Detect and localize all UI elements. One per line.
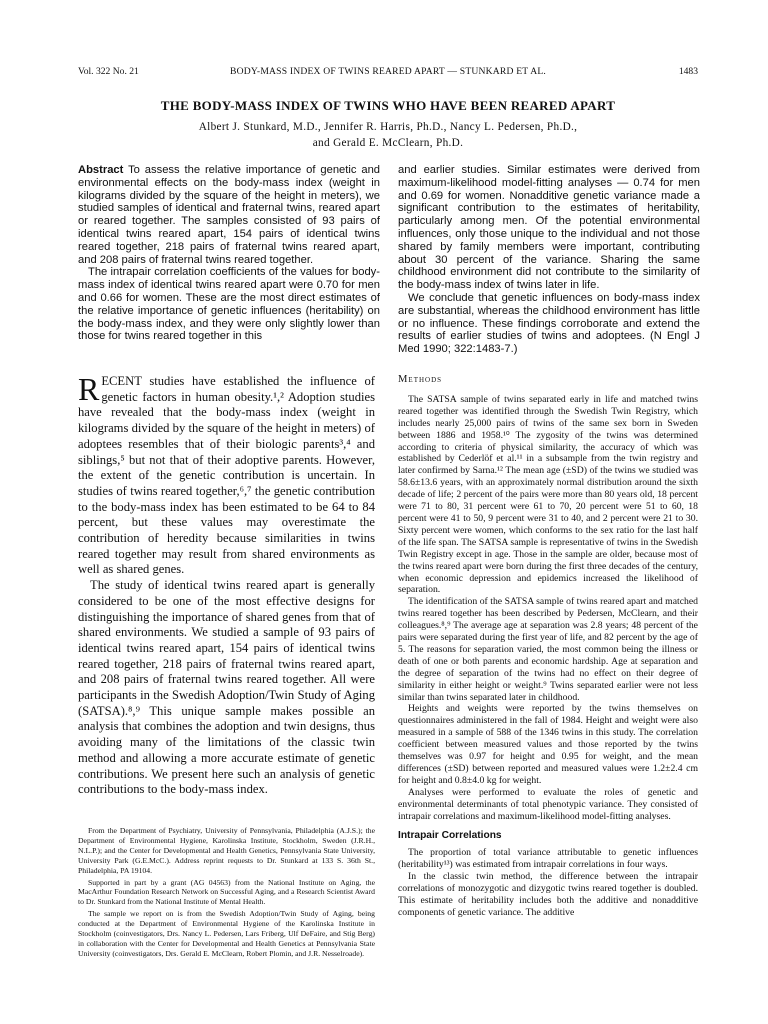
abstract-right-column [398, 164, 700, 356]
footnote-sample: The sample we report on is from the Swedish Adoption/Twin Study of Aging, being conducted at the Department of Environmental Hygiene of the Karolinska Institute in Stockholm (coinvestigators, Drs. Nancy L. Pedersen, Lars Friberg, Ulf DeFaire, and Stig Berg) in collaboration with the Center for Developmental and Health Genetics at Pennsylvania State University (coinvestigators, Drs. Gerald E. McClearn, Robert Plomin, and J.R. Nesselroade). [78, 909, 375, 958]
intro-text-1: ECENT studies have established the influence of genetic factors in human obesity.¹,² Adoption studies have revealed that the body-mass index (weight in kilograms divided by the square of the height in meters) of adoptees resembles that of their biologic parents³,⁴ and siblings,⁵ but not that of their adoptive parents. However, the extent of the genetic contribution is uncertain. In studies of twins reared together,⁶,⁷ the genetic contribution to the body-mass index has been estimated to be 64 to 84 percent, but these values may overestimate the contribution of heredity because similarities in twins reared together may result from shared environments as well as shared genes. [78, 374, 375, 577]
intro-paragraph-1 [78, 371, 375, 578]
author-line-1: Albert J. Stunkard, M.D., Jennifer R. Harris, Ph.D., Nancy L. Pedersen, Ph.D., [198, 121, 578, 133]
footnote-funding: Supported in part by a grant (AG 04563) from the National Institute on Aging, the MacArthur Foundation Research Network on Successful Aging, and a Research Scientist Award to Dr. Stunkard from the National Institute of Mental Health. [78, 877, 375, 907]
abstract-paragraph-3: and earlier studies. Similar estimates were derived from maximum-likelihood model-fitting analyses — 0.74 for men and 0.69 for women. Nonadditive genetic variance made a significant contribution to the estimates of heritability, particularly among men. Of the potential environmental influences, only those unique to the individual and not those shared by family members were important, contributing about 30 percent of the variance. Sharing the same childhood environment did not contribute to the similarity of the body-mass index of twins later in life. [398, 164, 700, 292]
intrapair-paragraph-2: In the classic twin method, the difference between the intrapair correlations of monozygotic and dizygotic twins reared together is doubled. This estimate of heritability includes both the additive and nonadditive components of genetic variance. The additive [398, 871, 698, 918]
intro-paragraph-2: The study of identical twins reared apart is generally considered to be one of the most effective designs for distinguishing the importance of shared genes from that of shared environments. We studied a sample of 93 pairs of identical twins reared apart, 154 pairs of identical twins reared together, 218 pairs of fraternal twins reared apart, and 208 pairs of fraternal twins reared together. All were participants in the Swedish Adoption/Twin Study of Aging (SATSA).⁸,⁹ This unique sample makes possible an analysis that combines the adoption and twin designs, thus avoiding many of the limitations of the classic twin method and allowing a more accurate estimate of genetic contributions. We present here such an analysis of genetic contributions to the body-mass index. [78, 578, 375, 797]
volume-number: Vol. 322 No. 21 [78, 66, 139, 77]
abstract-paragraph-2: The intrapair correlation coefficients of the values for body-mass index of identical twins reared apart were 0.70 for men and 0.66 for women. These are the most direct estimates of the relative importance of genetic influences (heritability) on the body-mass index, and they were only slightly lower than those for twins reared together in this [78, 266, 380, 343]
methods-paragraph-2: The identification of the SATSA sample of twins reared apart and matched twins reared together has been described by Pedersen, McClearn, and their colleagues.⁸,⁹ The average age at separation was 2.8 years; 48 percent of the pairs were separated during the first year of life, and 82 percent by the age of 5. The reasons for separation varied, the most common being the illness or death of one or both parents and economic hardship. Age at separation and the degree of separation of the twins had no effect on their degree of similarity in either height or weight.⁹ Twins separated earlier were not less similar than twins separated later in childhood. [398, 596, 698, 703]
abstract-text-1: To assess the relative importance of genetic and environmental effects on the body-mass index (weight in kilograms divided by the square of the height in meters), we studied samples of identical and fraternal twins, reared apart or reared together. The samples consisted of 93 pairs of identical twins reared apart, 154 pairs of identical twins reared together, 218 pairs of fraternal twins reared apart, and 208 pairs of fraternal twins reared together. [78, 164, 381, 266]
article-title: THE BODY-MASS INDEX OF TWINS WHO HAVE BEEN REARED APART [160, 98, 616, 113]
methods-column [398, 374, 698, 919]
footnotes [78, 826, 375, 961]
intrapair-paragraph-1: The proportion of total variance attributable to genetic influences (heritability¹³) was estimated from intrapair correlations in four ways. [398, 847, 698, 871]
running-title: BODY-MASS INDEX OF TWINS REARED APART — STUNKARD ET AL. [230, 66, 547, 77]
methods-paragraph-1: The SATSA sample of twins separated early in life and matched twins reared together was identified through the Swedish Twin Registry, which includes nearly 25,000 pairs of twins of the same sex born in Sweden between 1886 and 1958.¹⁰ The zygosity of the twins was determined according to criteria of physical similarity, the accuracy of which was established by Cederlöf et al.¹¹ in a subsample from the twin registry and later confirmed by Sarna.¹² The mean age (±SD) of the twins we studied was 58.6±13.6 years, with an approximately normal distribution around the sixth decade of life; 2 percent of the pairs were more than 80 years old, 18 percent were 71 to 80, 31 percent were 61 to 70, 20 percent were 51 to 60, 18 percent were 41 to 50, 9 percent were 31 to 40, and 2 percent were 21 to 30. Sixty percent were women, which conforms to the sex ratio for the last half of the life span. The SATSA sample is representative of twins in the Swedish Twin Registry except in age. Those in the sample are older, because most of the twins reared apart were born during the first three decades of the century, when economic depression and epidemics increased the likelihood of separation. [398, 393, 698, 596]
footnote-affiliations: From the Department of Psychiatry, University of Pennsylvania, Philadelphia (A.J.S.); the Department of Environmental Hygiene, Karolinska Institute, Stockholm, Sweden (J.R.H., N.L.P.); and the Center for Developmental and Health Genetics, Pennsylvania State University, University Park (G.E.McC.). Address reprint requests to Dr. Stunkard at 133 S. 36th St., Philadelphia, PA 19104. [78, 826, 375, 875]
methods-paragraph-4: Analyses were performed to evaluate the roles of genetic and environmental determinants of total phenotypic variance. They consisted of intrapair correlations and maximum-likelihood model-fitting analyses. [398, 786, 698, 822]
abstract-paragraph-1 [78, 164, 380, 266]
abstract-left-column [78, 164, 380, 343]
abstract-label: Abstract [78, 164, 124, 176]
introduction-body [78, 371, 375, 798]
intrapair-heading: Intrapair Correlations [398, 829, 502, 841]
author-line-2: and Gerald E. McClearn, Ph.D. [312, 137, 464, 149]
methods-heading: Methods [398, 374, 443, 385]
page-number: 1483 [678, 66, 698, 77]
drop-cap: R [78, 371, 100, 407]
abstract-paragraph-4: We conclude that genetic influences on body-mass index are substantial, whereas the childhood environment has little or no influence. These findings corroborate and extend the results of earlier studies of twins and adoptees. (N Engl J Med 1990; 322:1483-7.) [398, 291, 700, 356]
methods-paragraph-3: Heights and weights were reported by the twins themselves on questionnaires administered in the fall of 1984. Height and weight were also measured in a sample of 588 of the 1346 twins in this study. The correlation coefficient between measured values and those reported by the twins themselves was 0.97 for height and 0.95 for weight, and the mean differences (±SD) between reported and measured values were 1.2±2.4 cm for height and 0.8±4.0 kg for weight. [398, 703, 698, 786]
